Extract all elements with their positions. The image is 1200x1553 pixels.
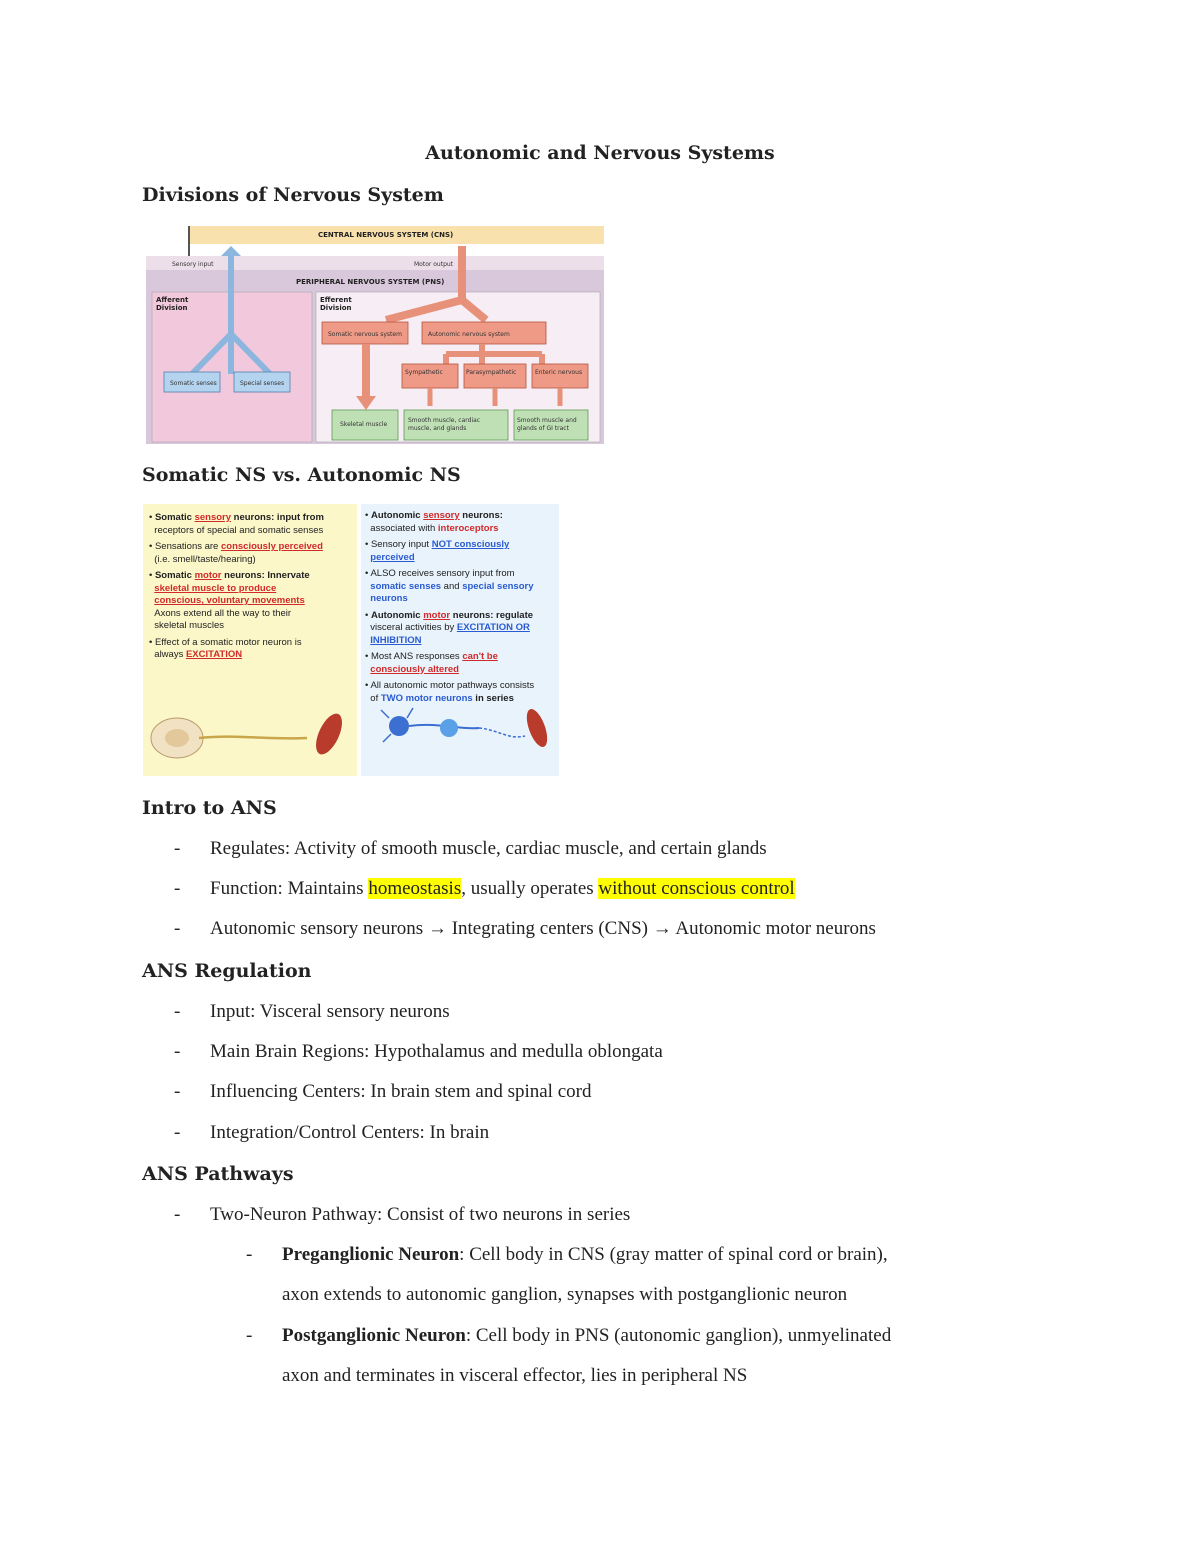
pns-label: PERIPHERAL NERVOUS SYSTEM (PNS) bbox=[296, 278, 445, 286]
sensory-input-label: Sensory input bbox=[172, 261, 214, 268]
smooth-muscle-box: Smooth muscle, cardiac bbox=[408, 417, 481, 424]
regulation-item: - Input: Visceral sensory neurons bbox=[174, 1001, 450, 1022]
pathway-postganglionic-cont: axon and terminates in visceral effector, lies in peripheral NS bbox=[282, 1365, 748, 1386]
heading-ans-regulation: ANS Regulation bbox=[142, 960, 312, 982]
enteric-box: Enteric nervous bbox=[535, 369, 583, 376]
somatic-senses-box: Somatic senses bbox=[170, 380, 217, 387]
intro-item-pathway: - Autonomic sensory neurons → Integrating centers (CNS) → Autonomic motor neurons bbox=[174, 918, 876, 939]
afferent-label: Afferent bbox=[156, 296, 189, 304]
cns-label: CENTRAL NERVOUS SYSTEM (CNS) bbox=[318, 231, 454, 239]
smooth-muscle-box-line2: muscle, and glands bbox=[408, 425, 467, 432]
regulation-item: - Influencing Centers: In brain stem and spinal cord bbox=[174, 1081, 592, 1102]
pathway-postganglionic: - Postganglionic Neuron: Cell body in PNS (autonomic ganglion), unmyelinated bbox=[246, 1325, 892, 1346]
heading-intro-ans: Intro to ANS bbox=[142, 797, 277, 819]
gi-glands-box: Smooth muscle and bbox=[517, 417, 577, 424]
page-title: Autonomic and Nervous Systems bbox=[425, 142, 775, 164]
efferent-division-label: Division bbox=[320, 304, 352, 312]
skeletal-muscle-box: Skeletal muscle bbox=[340, 421, 388, 428]
regulation-item: - Integration/Control Centers: In brain bbox=[174, 1122, 490, 1143]
somatic-text: • Somatic sensory neurons: input from receptors of special and somatic senses • Sensations are consciously perceived (i.e. smell/taste/hearing) • Somatic motor neurons: Innervate skeletal muscle to produce conscious, voluntary movements Axons extend all the way to their skeletal muscles • Effect of a somatic motor neuron is always EXCITATION bbox=[149, 512, 324, 660]
pathway-preganglionic: - Preganglionic Neuron: Cell body in CNS (gray matter of spinal cord or brain), bbox=[246, 1244, 888, 1265]
efferent-label: Efferent bbox=[320, 296, 352, 304]
pathway-two-neuron: - Two-Neuron Pathway: Consist of two neurons in series bbox=[174, 1204, 631, 1225]
autonomic-text: • Autonomic sensory neurons: associated with interoceptors • Sensory input NOT consciously perceived • ALSO receives sensory input from somatic senses and special sensory neurons • Autonomic motor neurons: regulate visceral activities by EXCITATION OR INHIBITION • Most ANS responses can't be consciously altered • All autonomic motor pathways consists of TWO motor neurons in series bbox=[365, 510, 535, 704]
autonomic-ns-box: Autonomic nervous system bbox=[428, 331, 510, 338]
pathway-preganglionic-cont: axon extends to autonomic ganglion, synapses with postganglionic neuron bbox=[282, 1284, 848, 1305]
motor-output-label: Motor output bbox=[414, 261, 454, 268]
highlight-without-conscious-control: without conscious control bbox=[598, 878, 795, 899]
somatic-neuron-illustration bbox=[147, 704, 353, 774]
regulation-item: - Main Brain Regions: Hypothalamus and medulla oblongata bbox=[174, 1041, 663, 1062]
heading-divisions: Divisions of Nervous System bbox=[142, 184, 444, 206]
somatic-vs-autonomic-figure bbox=[143, 504, 559, 776]
highlight-homeostasis: homeostasis bbox=[368, 878, 462, 899]
intro-item-regulates: - Regulates: Activity of smooth muscle, cardiac muscle, and certain glands bbox=[174, 838, 767, 859]
special-senses-box: Special senses bbox=[240, 380, 285, 387]
somatic-ns-box: Somatic nervous system bbox=[328, 331, 402, 338]
heading-ans-pathways: ANS Pathways bbox=[142, 1163, 294, 1185]
intro-item-function: - Function: Maintains homeostasis, usually operates without conscious control bbox=[174, 878, 795, 899]
autonomic-neuron-illustration bbox=[379, 700, 555, 772]
sympathetic-box: Sympathetic bbox=[405, 369, 443, 376]
heading-somatic-vs-autonomic: Somatic NS vs. Autonomic NS bbox=[142, 464, 461, 486]
divisions-diagram bbox=[146, 224, 604, 444]
afferent-division-label: Division bbox=[156, 304, 188, 312]
gi-glands-box-line2: glands of GI tract bbox=[517, 425, 569, 432]
parasympathetic-box: Parasympathetic bbox=[466, 369, 517, 376]
